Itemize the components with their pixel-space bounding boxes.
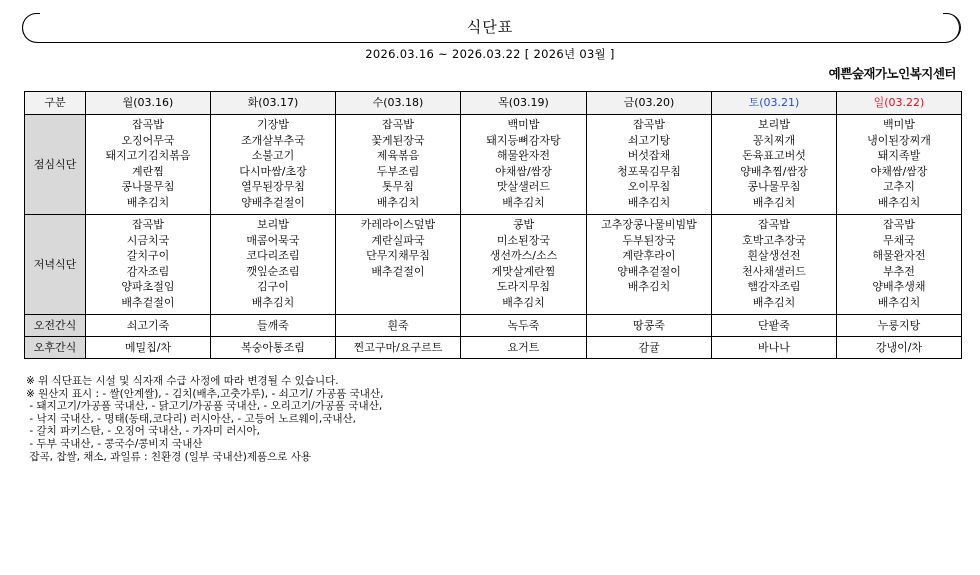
- menu-item: 생선까스/소스: [489, 249, 558, 262]
- menu-item: 햄감자조림: [747, 280, 801, 293]
- dinner-row: [25, 215, 962, 315]
- menu-item: 버섯잡채: [627, 149, 671, 162]
- menu-item: 고추장콩나물비빔밥: [601, 218, 697, 231]
- menu-item: 해물완자전: [872, 249, 926, 262]
- menu-item: 오징어무국: [121, 133, 175, 147]
- am-snack-cell: 들깨죽: [211, 315, 336, 337]
- menu-item: 꽁치찌개: [752, 133, 796, 147]
- menu-item: 배추겉절이: [121, 295, 175, 309]
- menu-item: 야채쌈/쌈장: [870, 164, 928, 178]
- menu-item: 꽃게된장국: [371, 133, 425, 147]
- menu-item: 김구이: [257, 280, 289, 293]
- menu-item: 콩밥: [512, 218, 535, 231]
- menu-item: 냉이된장찌개: [867, 133, 931, 147]
- note-line: ※ 원산지 표시 : - 쌀(안계쌀), - 김치(배추,고춧가루), - 쇠고기/ 가공품 국내산,: [26, 387, 384, 400]
- notes-section: [26, 375, 383, 463]
- lunch-label: 점심식단: [25, 115, 86, 215]
- menu-item: 콩나물무침: [747, 180, 801, 193]
- menu-item: 계란찜: [132, 164, 164, 178]
- menu-item: 콩나물무침: [121, 180, 175, 193]
- menu-item: 단무지채무침: [366, 249, 430, 262]
- menu-item: 매콤어묵국: [246, 233, 300, 247]
- pm-snack-cell: 요거트: [461, 337, 587, 359]
- dinner-cell: [461, 215, 587, 315]
- note-line: - 낙지 국내산, - 명태(동태,코다리) 러시아산, - 고등어 노르웨이,국내산,: [26, 412, 357, 425]
- pm-snack-row: [25, 337, 962, 359]
- menu-item: 해물완자전: [496, 149, 551, 162]
- day-header-mon: 월(03.16): [86, 92, 211, 115]
- menu-item: 보리밥: [257, 218, 289, 231]
- menu-item: 배추김치: [502, 295, 545, 309]
- menu-item: 백미밥: [883, 118, 915, 131]
- menu-item: 고추지: [883, 180, 915, 193]
- menu-item: 양배추생채: [872, 280, 926, 293]
- am-snack-cell: 흰죽: [336, 315, 461, 337]
- am-snack-cell: 땅콩죽: [587, 315, 712, 337]
- menu-item: 잡곡밥: [132, 218, 164, 231]
- pm-snack-cell: 강냉이/차: [837, 337, 962, 359]
- menu-item: 돈육표고버섯: [742, 149, 806, 162]
- menu-item: 소불고기: [251, 149, 295, 162]
- menu-item: 무채국: [883, 233, 915, 247]
- menu-item: 양배추찜/쌈장: [740, 164, 808, 178]
- lunch-cell: [587, 115, 712, 215]
- menu-item: 배추김치: [376, 195, 420, 209]
- menu-item: 보리밥: [758, 118, 790, 131]
- menu-item: 두부조림: [376, 164, 420, 178]
- menu-item: 배추김치: [502, 195, 545, 209]
- lunch-cell: [712, 115, 837, 215]
- lunch-cell: [336, 115, 461, 215]
- dinner-cell: [712, 215, 837, 315]
- menu-item: 게맛살계란찜: [491, 264, 556, 278]
- page-title: 식단표: [466, 18, 514, 36]
- note-line: - 갈치 파키스탄, - 오징어 국내산, - 가자미 러시아,: [26, 425, 260, 438]
- menu-period: 2026.03.16 ~ 2026.03.22 [ 2026년 03월 ]: [365, 47, 615, 61]
- menu-item: 배추김치: [877, 195, 921, 209]
- day-header-wed: 수(03.18): [336, 92, 461, 115]
- menu-item: 맛살샐러드: [496, 180, 551, 193]
- am-snack-cell: 녹두죽: [461, 315, 587, 337]
- menu-item: 배추김치: [627, 280, 671, 293]
- dinner-cell: [587, 215, 712, 315]
- pm-snack-cell: 메밀칩/차: [86, 337, 211, 359]
- menu-item: 배추김치: [752, 195, 796, 209]
- menu-item: 양배추겉절이: [617, 264, 681, 278]
- menu-item: 배추김치: [627, 195, 671, 209]
- lunch-cell: [211, 115, 336, 215]
- menu-item: 돼지족발: [877, 149, 921, 162]
- menu-item: 돼지등뼈감자탕: [486, 133, 561, 147]
- menu-item: 기장밥: [257, 118, 289, 131]
- menu-item: 부추전: [883, 264, 915, 278]
- menu-item: 백미밥: [507, 118, 540, 131]
- dinner-label: 저녁식단: [25, 215, 86, 315]
- menu-item: 양배추겉절이: [241, 195, 305, 209]
- menu-item: 흰살생선전: [747, 249, 801, 262]
- menu-item: 천사채샐러드: [742, 264, 806, 278]
- am-snack-cell: 누룽지탕: [837, 315, 962, 337]
- dinner-cell: [211, 215, 336, 315]
- pm-snack-cell: 감귤: [587, 337, 712, 359]
- menu-item: 배추겉절이: [371, 264, 425, 278]
- lunch-cell: [837, 115, 962, 215]
- note-line: 잡곡, 찹쌀, 채소, 과일류 : 친환경 (일부 국내산)제품으로 사용: [26, 450, 312, 463]
- menu-item: 열무된장무침: [241, 180, 305, 193]
- menu-item: 다시마쌈/초장: [239, 164, 307, 178]
- menu-item: 계란실파국: [371, 233, 425, 247]
- menu-item: 코다리조림: [246, 249, 300, 262]
- day-header-tue: 화(03.17): [211, 92, 336, 115]
- day-header-row: [25, 92, 962, 115]
- menu-item: 잡곡밥: [132, 118, 164, 131]
- dinner-cell: [86, 215, 211, 315]
- pm-snack-cell: 바나나: [712, 337, 837, 359]
- pm-snack-cell: 찐고구마/요구르트: [336, 337, 461, 359]
- menu-item: 돼지고기김치볶음: [105, 149, 191, 162]
- menu-item: 쇠고기탕: [627, 133, 671, 147]
- menu-item: 톳무침: [382, 180, 414, 193]
- menu-item: 제육볶음: [376, 149, 420, 162]
- menu-item: 배추김치: [752, 295, 796, 309]
- menu-item: 잡곡밥: [883, 218, 915, 231]
- menu-item: 배추김치: [877, 295, 921, 309]
- menu-item: 잡곡밥: [758, 218, 790, 231]
- pm-snack-cell: 복숭아통조림: [211, 337, 336, 359]
- menu-item: 감자조림: [126, 264, 170, 278]
- note-line: - 두부 국내산, - 콩국수/콩비지 국내산: [26, 437, 203, 450]
- day-header-sat: 토(03.21): [712, 92, 837, 115]
- day-header-thu: 목(03.19): [461, 92, 587, 115]
- lunch-cell: [86, 115, 211, 215]
- pm-snack-label: 오후간식: [25, 337, 86, 359]
- lunch-row: [25, 115, 962, 215]
- menu-item: 오이무침: [627, 180, 671, 193]
- menu-item: 잡곡밥: [633, 118, 665, 131]
- menu-item: 두부된장국: [622, 233, 676, 247]
- am-snack-cell: 쇠고기죽: [86, 315, 211, 337]
- menu-item: 배추김치: [126, 195, 170, 209]
- am-snack-row: [25, 315, 962, 337]
- menu-item: 배추김치: [251, 295, 295, 309]
- menu-item: 도라지무침: [496, 280, 551, 293]
- dinner-cell: [336, 215, 461, 315]
- organization-name: 예쁜숲재가노인복지센터: [828, 66, 956, 81]
- menu-item: 미소된장국: [496, 233, 551, 247]
- menu-item: 양파초절임: [121, 280, 175, 293]
- note-line: - 돼지고기/가공품 국내산, - 닭고기/가공품 국내산, - 오리고기/가공품 국내산,: [26, 400, 383, 413]
- note-line: ※ 위 식단표는 시설 및 식자재 수급 사정에 따라 변경될 수 있습니다.: [26, 375, 339, 387]
- menu-item: 청포묵김무침: [617, 164, 681, 178]
- menu-item: 갈치구이: [126, 249, 170, 262]
- menu-item: 호박고추장국: [742, 233, 806, 247]
- menu-item: 야채쌈/쌈장: [495, 164, 552, 178]
- am-snack-cell: 단팥죽: [712, 315, 837, 337]
- dinner-cell: [837, 215, 962, 315]
- weekly-menu-table: [24, 91, 962, 359]
- day-header-sun: 일(03.22): [837, 92, 962, 115]
- menu-item: 시금치국: [126, 233, 170, 247]
- menu-item: 계란후라이: [622, 249, 676, 262]
- menu-item: 조개살부추국: [241, 133, 305, 147]
- menu-item: 잡곡밥: [382, 118, 414, 131]
- menu-item: 깻잎순조림: [246, 264, 300, 278]
- am-snack-label: 오전간식: [25, 315, 86, 337]
- day-header-fri: 금(03.20): [587, 92, 712, 115]
- menu-item: 카레라이스덮밥: [360, 218, 436, 231]
- lunch-cell: [461, 115, 587, 215]
- corner-label: 구분: [25, 92, 86, 115]
